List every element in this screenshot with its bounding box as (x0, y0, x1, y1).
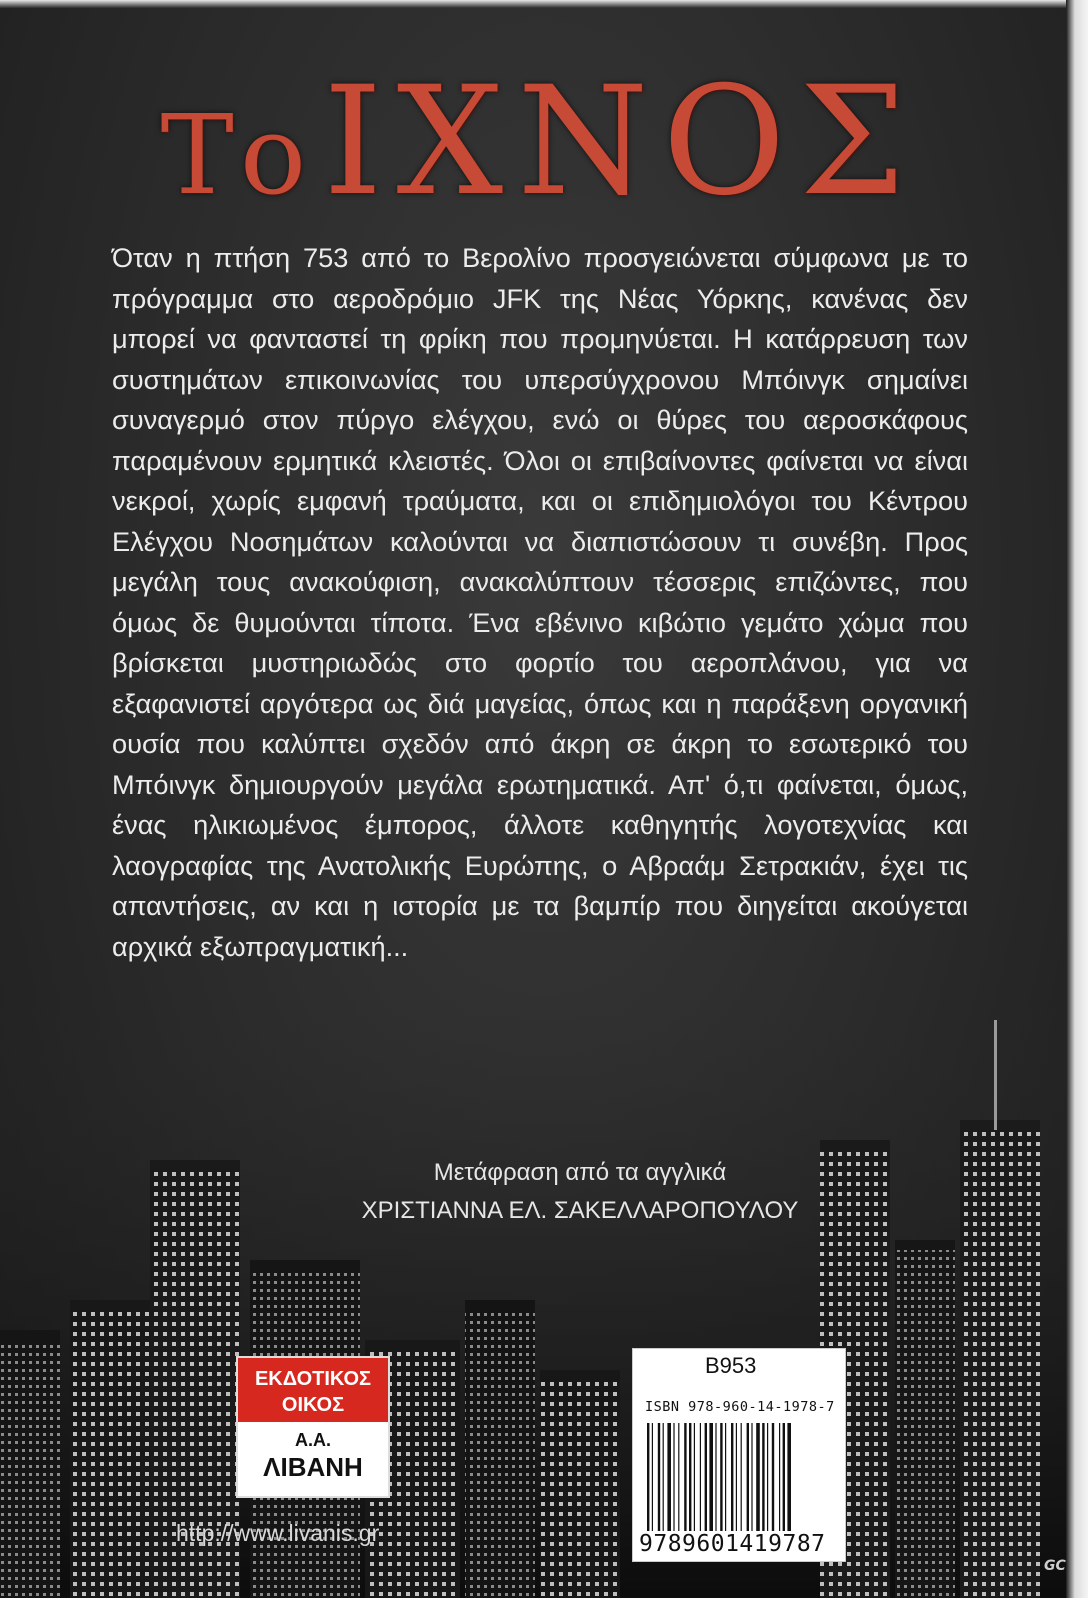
barcode-bar (751, 1423, 752, 1531)
barcode-bar (684, 1423, 686, 1531)
barcode-bar (658, 1423, 660, 1531)
translation-credit (340, 1154, 820, 1230)
barcode-bars (647, 1423, 833, 1531)
title-article: Το (160, 91, 313, 219)
publisher-line-1: ΕΚΔΟΤΙΚΟΣ (254, 1368, 372, 1390)
publisher-line-2: ΟΙΚΟΣ (281, 1394, 345, 1416)
scanner-watermark: GC (1044, 1558, 1066, 1574)
barcode-bar (652, 1423, 653, 1531)
isbn-text: ISBN 978-960-14-1978-7 (645, 1399, 835, 1415)
catalog-code: B953 (705, 1353, 757, 1378)
barcode-bar (736, 1423, 737, 1531)
barcode-bar (709, 1423, 713, 1531)
barcode-bar (787, 1423, 791, 1531)
city-skyline-image (0, 1000, 1066, 1598)
translator-name: ΧΡΙΣΤΙΑΝΝΑ ΕΛ. ΣΑΚΕΛΛΑΡΟΠΟΥΛΟΥ (361, 1197, 799, 1224)
barcode-bar (725, 1423, 726, 1531)
barcode-bar (767, 1423, 768, 1531)
barcode-bar (762, 1423, 764, 1531)
barcode-bar (700, 1423, 701, 1531)
cover-right-edge (1066, 0, 1088, 1598)
book-title (0, 55, 1080, 229)
publisher-url: http://www.livanis.gr (176, 1520, 380, 1546)
barcode-bar (747, 1423, 749, 1531)
barcode-number: 9789601419787 (639, 1531, 826, 1557)
barcode-bar (783, 1423, 785, 1531)
barcode-bar (678, 1423, 679, 1531)
barcode-label (632, 1348, 846, 1562)
title-main: ΙΧΝΟΣ (323, 55, 920, 229)
publisher-logo-red (238, 1358, 388, 1422)
barcode-bar (756, 1423, 760, 1531)
translation-label: Μετάφραση από τα αγγλικά (433, 1159, 727, 1186)
publisher-line-4: ΛΙΒΑΝΗ (263, 1452, 363, 1482)
barcode-bar (772, 1423, 774, 1531)
barcode-bar (689, 1423, 691, 1531)
book-blurb: Όταν η πτήση 753 από το Βερολίνο προσγειώνεται σύμφωνα με το πρόγραμμα στο αεροδρόμιο JFK της Νέας Υόρκης, κανένας δεν μπορεί να φανταστεί τη φρίκη που προμηνύεται. Η κατάρρευση των συστημάτων επικοινωνίας του υπερσύγχρονου Μπόινγκ σημαίνει συναγερμό στον πύργο ελέγχου, ενώ οι θύρες του αεροσκάφους παραμένουν ερμητικά κλειστές. Όλοι οι επιβαίνοντες φαίνεται να είναι νεκροί, χωρίς εμφανή τραύματα, και οι επιδημιολόγοι του Κέντρου Ελέγχου Νοσημάτων καλούνται να διαπιστώσουν τι συνέβη. Προς μεγάλη τους ανακούφιση, ανακαλύπτουν τέσσερις επιζώντες, που όμως δε θυμούνται τίποτα. Ένα εβένινο κιβώτιο γεμάτο χώμα που βρίσκεται μυστηριωδώς στο φορτίο του αεροπλάνου, για να εξαφανιστεί αργότερα ως διά μαγείας, όπως και η παράξενη οργανική ουσία που καλύπτει σχεδόν από άκρη σε άκρη το εσωτερικό του Μπόινγκ δημιουργούν μεγάλα ερωτηματικά. Απ' ό,τι φαίνεται, όμως, ένας ηλικιωμένος έμπορος, άλλοτε καθηγητής λογοτεχνίας και λαογραφίας της Ανατολικής Ευρώπης, ο Αβραάμ Σετρακιάν, έχει τις απαντήσεις, αν και η ιστορία με τα βαμπίρ που διηγείται ακούγεται αρχικά εξωπραγματική... (112, 242, 968, 962)
publisher-logo (236, 1356, 390, 1498)
barcode-bar (705, 1423, 707, 1531)
barcode-bar (779, 1423, 780, 1531)
barcode-bar (715, 1423, 716, 1531)
barcode-bar (731, 1423, 733, 1531)
barcode-bar (673, 1423, 674, 1531)
barcode-bar (663, 1423, 664, 1531)
barcode-bar (667, 1423, 671, 1531)
barcode-bar (720, 1423, 722, 1531)
barcode-bar (694, 1423, 695, 1531)
barcode-bar (741, 1423, 742, 1531)
cover-top-edge (0, 0, 1088, 8)
barcode-bar (647, 1423, 649, 1531)
publisher-line-3: Α.Α. (295, 1430, 331, 1450)
publisher-logo-white (238, 1428, 388, 1482)
